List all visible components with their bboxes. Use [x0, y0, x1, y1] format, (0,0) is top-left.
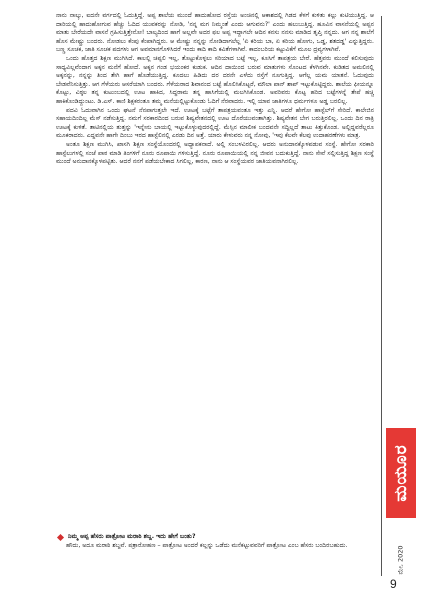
interview-answer: ಹೌದು, ಅದೂ ಮರಾಠಿ ಶಬ್ದವೆ. ಪತ್ರಾರೋಹಣ – ಪಾತ್ರೋಟ ಅಂದರೆ ಕಲ್ಲನ್ನು ಒಡೆದು ಮನೆಕಟ್ಟುವವರಿಗೆ ಪಾತ್ರೋಟ ಎಂಬ ಹೆಸರು ಬಂದಿರಬಹುದು. [66, 541, 348, 549]
interview-qa [56, 533, 374, 550]
article-body [56, 12, 374, 167]
question-text: ನಿಮ್ಮ ಅಪ್ಪ ಹೆಸರು ಪಾತ್ರೋಟ ಮರಾಠಿ ಶಬ್ದ. ಇದು ಹೇಗೆ ಬಂತು? [68, 533, 196, 540]
masthead-title: ಮಯೂರ [391, 444, 411, 502]
diamond-bullet-icon [57, 534, 64, 541]
margin-divider [381, 16, 382, 576]
page-number: 9 [390, 577, 397, 591]
issue-date: ಮೇ, 2020 [396, 545, 405, 575]
article-paragraph: ಅಂತೂ ಶಿಕ್ಷಣ ಮುಗಿಸಿ, ಖಾಸಗಿ ಶಿಕ್ಷಣ ಸಂಸ್ಥೆಯೊಂದರಲ್ಲಿ ಅಧ್ಯಾಪಕನಾದೆ. ಅಲ್ಲಿ ಸಂಬಳವಿರಲಿಲ್ಲ. ಆದರು ಅನುದಾನಕ್ಕೊಳಪಡುವ ಸಂಸ್ಥೆ. ಹೇಗೋ ಸರಕಾರಿ ಹಾಸ್ಟೆಲುಗಳಲ್ಲಿ ಸಂಜೆ ಪಾಠ ಮಾಡಿ ತಿಂಗಳಿಗೆ ನೂರು ರೂಪಾಯಿ ಗಳಿಸುತ್ತಿದ್ದೆ. ನೂರು ರೂಪಾಯಿಯಲ್ಲಿ ನನ್ನ ಜೀವನ ಬದುಕುತ್ತಿದ್ದೆ. ನಾನು ಸೇವೆ ಸಲ್ಲಿಸುತ್ತಿದ್ದ ಶಿಕ್ಷಣ ಸಂಸ್ಥೆ ಮುಂದೆ ಅನುದಾನಕ್ಕೊಳಪಟ್ಟಿತು. ಆದರೆ ನನಗೆ ಪಡೆಯಬೇಕಾದ ಸಿಗಲಿಲ್ಲ, ಕಾರಣ, ನಾನು ಆ ಸಂಸ್ಥೆಯವರ ಜಾತಿಯವನಾಗಿರಲಿಲ್ಲ. [56, 140, 374, 166]
interview-question [56, 533, 374, 542]
magazine-masthead [386, 428, 416, 518]
article-paragraph: ಒಂದು ಹೊತ್ತದ ಶಿಕ್ಷಣ ಮುಗಿಸಿದೆ. ಕಾಲಲ್ಲಿ ಚಪ್ಪಲಿ ಇಲ್ಲ, ತೊಟ್ಟುಕೊಳ್ಳಲು ಸರಿಯಾದ ಬಟ್ಟೆ ಇಲ್ಲ, ಕೂಸಿಗೆ ತಾಪತ್ರಯ ಬೇರೆ. ಹೆತ್ತವರು ಮುಂದೆ ಕಲಿಸುವುದು ಸಾಧ್ಯವಿಲ್ಲವೆಂದಾಗ ಅಕ್ಕನ ಮನೆಗೆ ಹೋದೆ. ಅಕ್ಕನ ಗಂಡ ಭಯಂಕರ ಕುಡುಕ. ಆದಿನ ದಾಯಿಂದ ಬರುವ ಮಾತುಗಳು ಸೊಂಟದ ಕೆಳಗಿನವೇ. ಕುಡಿತದ ಅಮಲಿನಲ್ಲಿ ಅಕ್ಕನನ್ನು, ನನ್ನನ್ನು ತಿಂದ ತೇಗಿ ಹಾಗೆ ಹೊಡೆಯುತ್ತಿದ್ದ. ಕೂದಲು ಹಿಡಿದು ದರ ದರನೇ ಎಳೆದು ರಸ್ತೆಗೆ ನೂಗುತ್ತಿದ್ದ. ಆಗೆಲ್ಲ ಯಮ ಯಾತನೆ. ಓದುವುದು ಬೇಡವೆನಿಸುತ್ತಿತ್ತು. ಆಗ ಗೆಳೆಯರು ಆಸರೆಯಾಗಿ ಬಂದರು. ಗೆಳೆಯರಾದ ಶಿವಾನಂದ ಬಟ್ಟೆ ಹೊಲಿಸಿಕೊಟ್ಟರೆ, ಮೌಲಾ ಪಾನ್ ಶಾಪ್ ಇಟ್ಟುಕೊಟ್ಟಿದ್ದರು. ಶಾಲೆಯ ಫೀಯನ್ನೂ ಕೊಟ್ಟು, ವಿಠ್ಠಲ ತನ್ನ ಕುಟುಂಬದಲ್ಲಿ ಊಟ ಹಾಕಿದ, ಸಿದ್ಧರಾಮ ತನ್ನ ಹಾಸಿಗೆಯಲ್ಲಿ ಮಲಗಿಸಿಕೊಂಡ. ಅವರಿವರು ಕೊಟ್ಟ ಹರಿದ ಬಟ್ಟೆಗಳನ್ನೆ ತೇಪೆ ಹಚ್ಚಿ ಹಾಕಿಕೊಂಡಿದ್ದುಂಟು. ಡಿ.ಎಸ್. ಕಾಣಿ ಶಿಕ್ಷಕರಂತೂ ತಮ್ಮ ಮನೆಯಲ್ಲಿಟ್ಟುಕೊಂಡು ಓದಿಗೆ ನೆರವಾದರು. ಇಲ್ಲಿ ಯಾವ ಜಾತಿಗಳೂ ಧರ್ಮಗಳೂ ಅಡ್ಡ ಬರಲಿಲ್ಲ. [56, 54, 374, 105]
article-paragraph: ನಾನು ನಾಲ್ಕು, ಐದನೇ ವರ್ಗದಲ್ಲಿ ಓದುತ್ತಿದ್ದೆ. ಅಪ್ಪ ಶಾಲೆಯ ಮುಂದೆ ಹಾದುಹೋದ ರಸ್ತೆಯ ಅಂಚಿನಲ್ಲಿ ಆಕಾಶದಲ್ಲಿ ಗಿಡದ ಕೆಳಗೆ ಕುಳಿತು ಕಲ್ಲು ಕುಟಿಯುತ್ತಿದ್ದ. ಆ ದಾರಿಯಲ್ಲಿ ಹಾದುಹೋಗುವ ಹೆಚ್ಚು ಓದಿದ ಯುವಕರನ್ನು ನೋಡಿ, 'ನನ್ನ ಮಗ ನಿಮ್ಮಂತೆ ಎಂದು ಆಗುವನು?' ಎಂದು ಹಲುಬುತ್ತಿದ್ದ. ಹೂವಿನ ವಾಸನೆಯಲ್ಲಿ ಅಪ್ಪನ ಮಾತು ಬೇರೆಯದೇ ವಾಸನೆ ಗ್ರಹಿಸುತ್ತಿತ್ತೇನೋ! ಬಾಲ್ಯದಿಂದ ಹಾಗೆ ಅಲ್ಲವೇ ಅದರ ಫಲ ಅಪ್ಪ ಇದ್ದಾಗಲೇ ಆದಿನ ಕನಸು ನನಸು ಮಾಡಿದ ತೃಪ್ತಿ ನನ್ನದು. ಆಗ ನನ್ನ ಶಾಲೆಗೆ ಹೊಸ ಮೇಷ್ಟ್ರು ಬಂದರು. ನೋಡಲು ಕೆಂಪು ಕೆಂಪಾಗಿದ್ದರು. ಆ ಮೇಷ್ಟ್ರು ನನ್ನನ್ನು ನೋಡಿದಾಗಲೆಲ್ಲ 'ಏ ಕರಿಯ ಬಾ, ಏ ಕರಿಯ ಹೋಗು, ಒಡ್ಡ, ಶತದಡ್ಡ' ಎನ್ನುತ್ತಿದ್ದರು. ಬಣ್ಣ ಸೂಚಕ, ಜಾತಿ ಸೂಚಕ ಪದಗಳು ಆಗ ಅವಮಾನಗೊಳಿಸಿದರೆ ಇಂದು ಕಾದಿ ಕಾದಿ ಕವಿತೆಗಳಾಗಿವೆ. ಕಾದಂಬರಿಯ ಕಟ್ಟುವಿಕೆಗೆ ಮೂಲ ದ್ರವ್ಯಗಳಾಗಿವೆ. [56, 12, 374, 54]
article-paragraph: ಪದವಿ ಓದುವಾಗಿನ ಒಂದು ಘಟನೆ ನೆನಪಾಗುತ್ತಲೇ ಇದೆ. ಊಟಕ್ಕೆ ಬಟ್ಟೆಗೆ ತಾಪತ್ರಯವಂತೂ ಇತ್ತು ಎನ್ನಿ. ಆದರೆ ಹೇಗೋ ಹಾಸ್ಟೆಲ್‌ಗೆ ಸೇರಿದೆ. ಕಾಲೇಜಿನ ಸಹಾಯದಿಂದಿಲ್ಲ ಮೆಸ್ ನಡೆಸುತ್ತಿದ್ದ. ನಮಗೆ ಸರಕಾರದಿಂದ ಬರುವ ಶಿಷ್ಯವೇತನದಲ್ಲಿ ಊಟ ದೊರೆಯುವಂತಾಗಿತ್ತು. ಶಿಷ್ಯವೇತನ ಬೇಗ ಬರುತ್ತಿರಲಿಲ್ಲ. ಒಂದು ದಿನ ರಾತ್ರಿ ಊಟಕ್ಕೆ ಕುಳಿತೆ. ತಾಟಿನಲ್ಲಿಯ ತುತ್ತನ್ನು 'ಇನ್ನೇನು ಬಾಯಲ್ಲಿ ಇಟ್ಟುಕೊಳ್ಳುವುದರಲ್ಲಿದ್ದೆ. ಮೆಸ್ಸಿನ ಮಾಲೀಕ ಬಂದವನೇ ಸದ್ದಿಲ್ಲದೆ ತಾಟು ಕಿತ್ತುಕೊಂಡ. ಅಲ್ಲಿದ್ದವರೆಲ್ಲರೂ ಮೂಕರಾದರು. ಎದ್ದವನೇ ಹಾಗೇ ದಿಂಬು ಇರದ ಹಾಸ್ಟೆಲಿನಲ್ಲಿ ಎರಡು ದಿನ ಅತ್ತೆ. ಯಾರು ಕೇಳುವರು ನನ್ನ ನೋವು, 'ಇವು ಕೆಲವೇ ಕೆಲವು ಉದಾಹರಣೆಗಳು ಮಾತ್ರ. [56, 106, 374, 140]
